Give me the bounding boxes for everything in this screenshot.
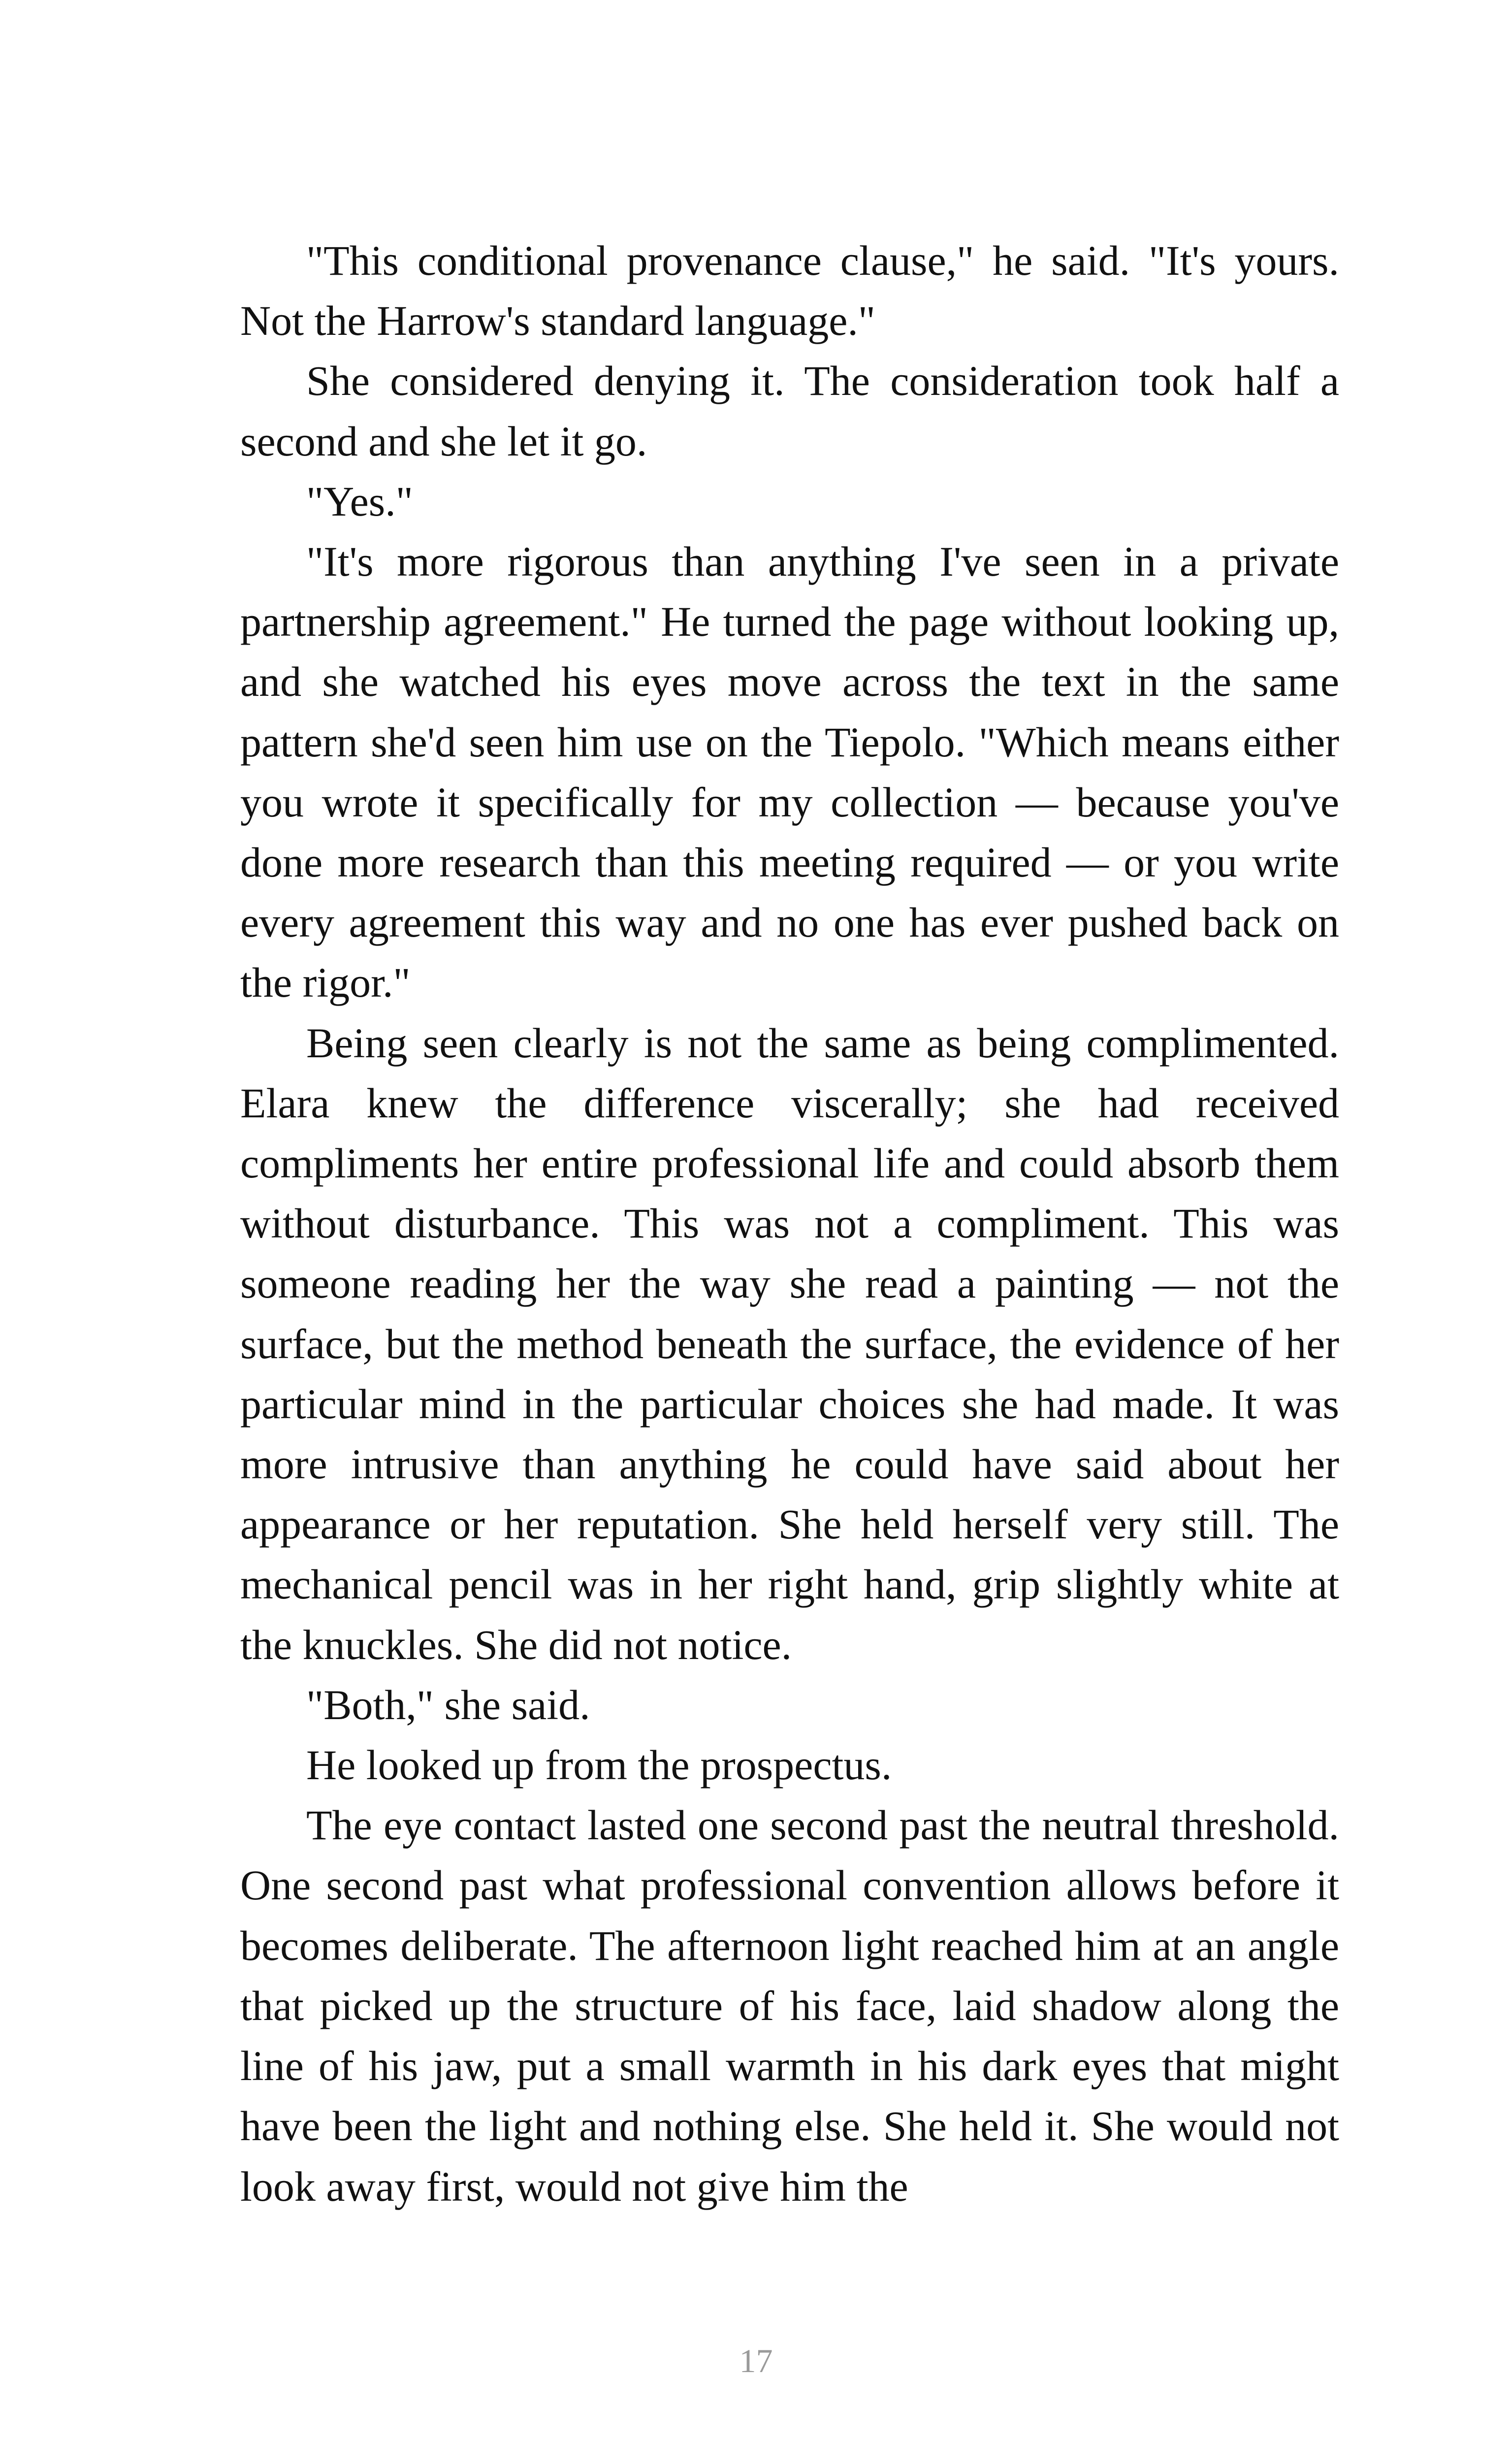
- paragraph: The eye contact lasted one second past the neutral threshold. One second past what professional convention allows before it becomes deliberate. The afternoon light reached him at an angle that picked up the structure of his face, laid shadow along the line of his jaw, put a small warmth in his dark eyes that might have been the light and nothing else. She held it. She would not look away first, would not give him the: [240, 1801, 1339, 2210]
- paragraph: He looked up from the prospectus.: [306, 1741, 892, 1789]
- paragraph: Being seen clearly is not the same as being complimented. Elara knew the difference viscerally; she had received compliments her entire professional life and could absorb them without disturbance. This was not a compliment. This was someone reading her the way she read a painting — not the surface, but the method beneath the surface, the evidence of her particular mind in the particular choices she had made. It was more intrusive than anything he could have said about her appearance or her reputation. She held herself very still. The mechanical pencil was in her right hand, grip slightly white at the knuckles. She did not notice.: [240, 1019, 1339, 1668]
- body-text: [240, 230, 1339, 2216]
- paragraph: "Yes.": [306, 477, 413, 525]
- page-number: 17: [739, 2342, 773, 2379]
- paragraph: "It's more rigorous than anything I've seen in a private partnership agreement." He turned the page without looking up, and she watched his eyes move across the text in the same pattern she'd seen him use on the Tiepolo. "Which means either you wrote it specifically for my collection — because you've done more research than this meeting required — or you write every agreement this way and no one has ever pushed back on the rigor.": [240, 538, 1339, 1007]
- paragraph: She considered denying it. The consideration took half a second and she let it go.: [240, 357, 1339, 465]
- paragraph: "Both," she said.: [306, 1681, 590, 1728]
- paragraph: "This conditional provenance clause," he said. "It's yours. Not the Harrow's standard language.": [240, 237, 1339, 345]
